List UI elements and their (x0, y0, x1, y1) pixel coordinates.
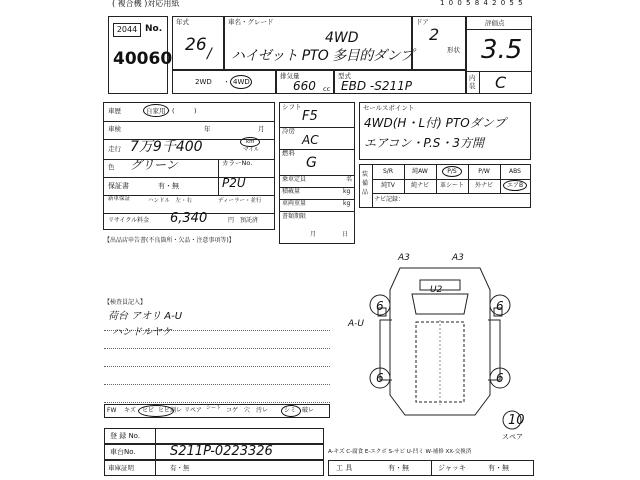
inspector-note-1: 荷台 アオリ A-U (108, 311, 183, 322)
seat-opt-burn: コゲ (226, 407, 239, 414)
mark-roof: U2 (430, 285, 443, 295)
interior-label: 内装 (469, 74, 476, 90)
model-box (224, 16, 412, 70)
cert-options: 有・無 (170, 464, 190, 472)
vin-label: 車台No. (110, 448, 136, 456)
equip-leather: 革シート (439, 182, 464, 189)
shift-value: F5 (302, 109, 318, 124)
header-form-label: ( 複合機 )対応用紙 (112, 0, 180, 8)
car-windshield (412, 294, 468, 314)
recycle-note: 預託済 (240, 217, 259, 224)
equip-navi: 純ナビ (410, 182, 429, 189)
sales-points-box (359, 102, 531, 160)
expiry-day: 日 (342, 231, 349, 238)
interior-value: C (495, 73, 507, 92)
mileage-label: 走行 (108, 145, 121, 153)
equip-ext-navi: 外ナビ (474, 182, 493, 189)
dealer-label: ディーラー・並行 (218, 198, 262, 204)
recycle-unit: 円 (228, 217, 235, 224)
fw-opt-split: ヒビ割レ (158, 407, 183, 414)
inspector-note-2: ハンドルヤケ (112, 327, 172, 338)
equip-airbag: エアB (506, 182, 524, 189)
weight-label: 車両重量 (282, 200, 307, 207)
year-box (172, 16, 224, 70)
cert-label: 車庫証明 (108, 464, 134, 472)
mileage-unit-circle (240, 137, 260, 147)
displacement-unit: cc (323, 85, 331, 93)
year-slash: / (207, 46, 212, 62)
tire-fl-value: 6 (376, 299, 384, 313)
capacity-label: 乗車定員 (282, 176, 307, 183)
expiry-month: 月 (310, 231, 317, 238)
capacity-unit: 名 (346, 176, 353, 183)
reg-label: 登 録 No. (110, 432, 141, 440)
header-serial: 1 0 0 5 8 4 2 0 5 5 (440, 0, 524, 7)
equip-abs: ABS (509, 168, 521, 175)
doors-value: 2 (429, 25, 440, 44)
tire-rr-value: 6 (496, 371, 504, 385)
cert-row (104, 460, 324, 476)
color-label: 色 (108, 163, 115, 171)
load-label: 積載量 (282, 188, 301, 195)
color-no-value: P2U (222, 176, 246, 190)
lot-number: 40060 (113, 49, 173, 69)
mark-front-left: A3 (398, 253, 410, 263)
mileage-value: 7万9千400 (130, 139, 203, 155)
fw-opt-scratch: キズ (124, 407, 136, 414)
mileage-unit-km: km (246, 139, 255, 145)
model-code-value: EBD -S211P (341, 79, 412, 93)
doors-label: ドア (416, 18, 429, 26)
seat-circle (281, 405, 301, 417)
tire-rl-value: 6 (376, 371, 384, 385)
model-code-box (334, 70, 466, 94)
warranty-label: 保証書 (108, 182, 129, 190)
fw-opt-repair: リペア (184, 407, 202, 414)
displacement-label: 排気量 (280, 72, 300, 80)
sales-points-line2: エアコン・P.S・3方開 (364, 136, 485, 150)
model-code-label: 型式 (338, 72, 351, 80)
drive-4wd: 4WD (233, 78, 250, 86)
seat-label: シート (206, 405, 222, 411)
color-no-label: カラーNo. (222, 159, 253, 167)
fw-opt-crack: ヒビ (142, 407, 155, 414)
year-value: 26 (185, 35, 207, 55)
car-diagram (340, 250, 540, 430)
drive-circle (230, 75, 252, 89)
seat-opt-tear: 破レ (302, 407, 315, 414)
lot-badge: 2044 (113, 23, 141, 37)
equip-sr: S/R (383, 168, 393, 175)
year-label: 年式 (176, 18, 189, 26)
load-unit: kg (343, 188, 351, 195)
history-label: 車歴 (108, 107, 121, 115)
equip-aw: 純AW (412, 168, 428, 175)
tire-fr-value: 6 (496, 299, 504, 313)
drive-box: 2WD ・ 4WD (172, 70, 276, 94)
inspection-year-unit: 年 (204, 125, 211, 133)
color-value: グリーン (130, 158, 178, 172)
displacement-box (276, 70, 334, 94)
jack-label: ジャッキ (438, 464, 466, 472)
equip-pw: P/W (478, 168, 490, 175)
mark-front-right: A3 (452, 253, 464, 263)
fuel-value: G (306, 155, 317, 171)
shift-label: シフト (282, 103, 302, 111)
sales-points-line1: 4WD(H・L付) PTOダンプ (364, 116, 506, 130)
mark-bed: A-U (348, 319, 364, 329)
score-label: 評価点 (485, 19, 505, 27)
shape-label: 形状 (447, 46, 460, 54)
recycle-value: 6,340 (170, 211, 208, 226)
navi-record-label: ナビ記録： (374, 196, 405, 203)
damage-code-legend: A-キズ C-腐食 E-エクボ S-サビ U-凹ミ W-補修 XX-交換済 (328, 449, 472, 455)
model-name: ハイゼット PTO 多目的ダンプ (231, 48, 414, 64)
score-value: 3.5 (481, 35, 523, 65)
lot-no-label: No. (145, 24, 163, 34)
inspection-month-unit: 月 (258, 125, 265, 133)
displacement-value: 660 (293, 79, 316, 93)
vin-value: S211P-0223326 (170, 444, 273, 459)
handle-label: ハンドル 左・右 (148, 198, 193, 204)
mileage-unit-mi: マイル (243, 147, 260, 153)
history-value: 自家用・( ) (146, 107, 197, 115)
weight-unit: kg (343, 200, 351, 207)
tools-label: 工 具 (336, 464, 353, 472)
spare-label: スペア (502, 433, 523, 441)
history-circle (143, 104, 169, 117)
doors-box (412, 16, 466, 70)
inspection-label: 車検 (108, 125, 121, 133)
ac-value: AC (302, 133, 319, 147)
seat-opt-dirt: 汚レ (256, 407, 269, 414)
recycle-label: リサイクル料金 (108, 217, 150, 224)
inspector-label: 【検査員記入】 (104, 299, 147, 306)
drive-2wd: 2WD (195, 78, 212, 86)
expiry-label: 書類期限 (282, 213, 307, 220)
tools-options: 有・無 (388, 464, 409, 472)
newcar-label: 新車保証 (108, 196, 131, 202)
seat-opt-stain: シミ (284, 407, 297, 414)
jack-options: 有・無 (488, 464, 509, 472)
fw-circle (138, 405, 174, 417)
sales-points-label: セールスポイント (363, 104, 415, 112)
fuel-label: 燃料 (282, 149, 295, 157)
seat-opt-hole: 穴 (244, 407, 251, 414)
equip-tv: 純TV (381, 182, 395, 189)
ac-label: 冷房 (282, 127, 295, 135)
fw-label: FW (107, 407, 117, 414)
equipment-label: 装備品 (362, 171, 369, 196)
model-label: 車名・グレード (228, 18, 274, 26)
score-box (466, 16, 532, 94)
equip-ps: P/S (447, 168, 457, 175)
model-drive: 4WD (325, 30, 359, 46)
equip-airbag-circle (503, 180, 527, 191)
notes-label: 【出品店申告書(不良箇所・欠品・注意事項等)】 (104, 237, 235, 244)
equip-ps-circle (442, 166, 462, 177)
warranty-options: 有・無 (158, 182, 179, 190)
spare-value: 10 (508, 413, 525, 428)
lot-number-box (108, 16, 173, 94)
